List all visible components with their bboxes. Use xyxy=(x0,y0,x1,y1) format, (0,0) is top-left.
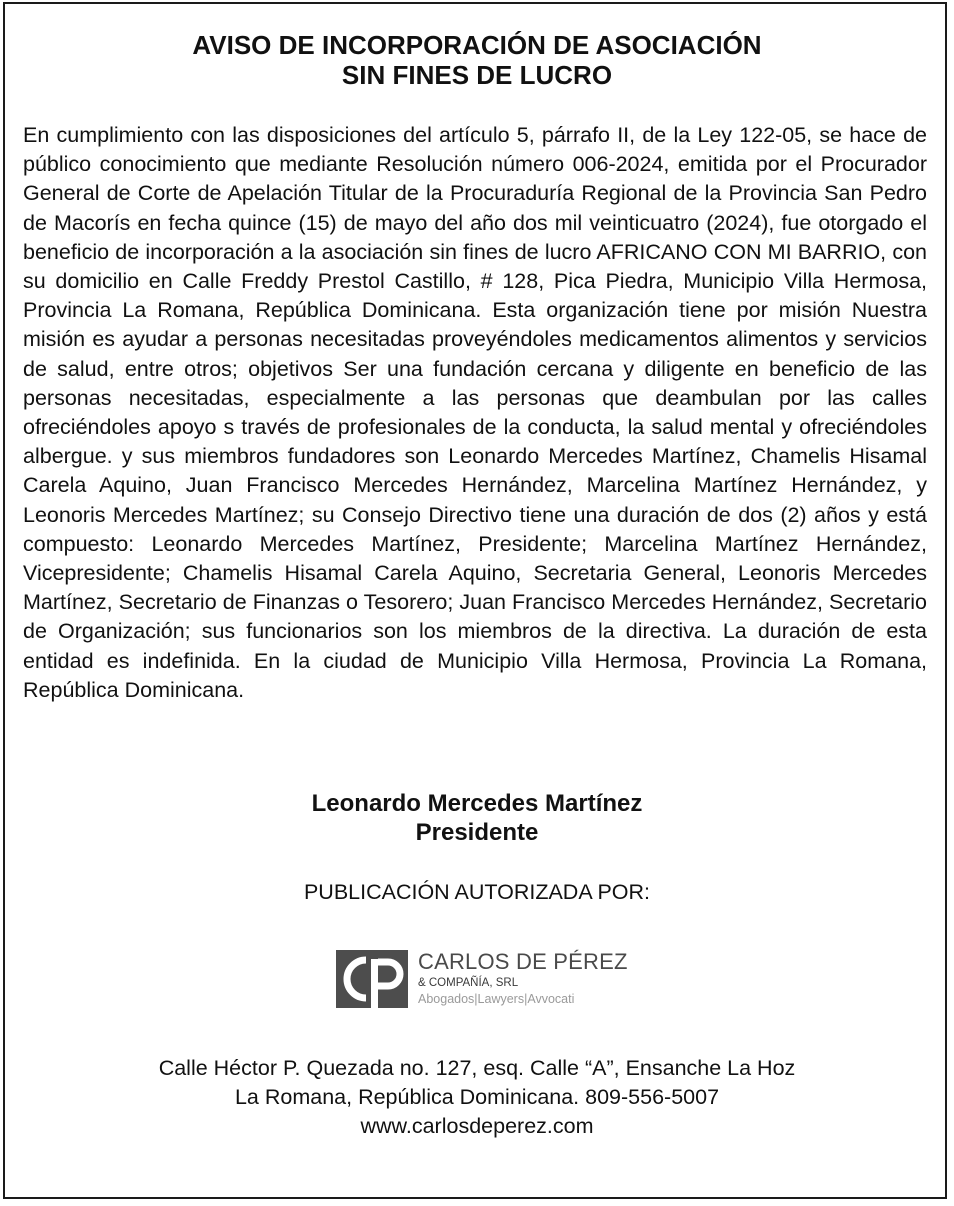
notice-frame xyxy=(3,2,947,1199)
notice-title-line1: AVISO DE INCORPORACIÓN DE ASOCIACIÓN xyxy=(192,30,762,60)
website-link[interactable]: www.carlosdeperez.com xyxy=(360,1114,594,1138)
logo-firm-tagline: Abogados|Lawyers|Avvocati xyxy=(418,992,575,1006)
law-firm-logo xyxy=(336,948,628,1010)
signature-block xyxy=(5,789,949,847)
contact-block xyxy=(5,1054,949,1141)
notice-title xyxy=(5,30,949,90)
logo-firm-name: CARLOS DE PÉREZ xyxy=(418,949,628,974)
notice-body: En cumplimiento con las disposiciones del artículo 5, párrafo II, de la Ley 122-05, se hace de público conocimiento que mediante Resolución número 006-2024, emitida por el Procurador General de Corte de Apelación Titular de la Procuraduría Regional de la Provincia San Pedro de Macorís en fecha quince (15) de mayo del año dos mil veinticuatro (2024), fue otorgado el beneficio de incorporación a la asociación sin fines de lucro AFRICANO CON MI BARRIO, con su domicilio en Calle Freddy Prestol Castillo, # 128, Pica Piedra, Municipio Villa Hermosa, Provincia La Romana, República Dominicana. Esta organización tiene por misión Nuestra misión es ayudar a personas necesitadas proveyéndoles medicamentos alimentos y servicios de salud, entre otros; objetivos Ser una fundación cercana y diligente en beneficio de las personas necesitadas, especialmente a las personas que deambulan por las calles ofreciéndoles apoyo s través de profesionales de la conducta, la salud mental y ofreciéndoles albergue. y sus miembros fundadores son Leonardo Mercedes Martínez, Chamelis Hisamal Carela Aquino, Juan Francisco Mercedes Hernández, Marcelina Martínez Hernández, y Leonoris Mercedes Martínez; su Consejo Directivo tiene una duración de dos (2) años y está compuesto: Leonardo Mercedes Martínez, Presidente; Marcelina Martínez Hernández, Vicepresidente; Chamelis Hisamal Carela Aquino, Secretaria General, Leonoris Mercedes Martínez, Secretario de Finanzas o Tesorero; Juan Francisco Mercedes Hernández, Secretario de Organización; sus funcionarios son los miembros de la directiva. La duración de esta entidad es indefinida. En la ciudad de Municipio Villa Hermosa, Provincia La Romana, República Dominicana. xyxy=(23,123,927,702)
cp-monogram-icon xyxy=(336,950,408,1008)
signatory-name: Leonardo Mercedes Martínez xyxy=(311,790,643,817)
signatory-role: Presidente xyxy=(415,819,539,846)
notice-title-line2: SIN FINES DE LUCRO xyxy=(341,60,613,90)
publication-label: PUBLICACIÓN AUTORIZADA POR: xyxy=(303,880,651,904)
address-line1: Calle Héctor P. Quezada no. 127, esq. Calle “A”, Ensanche La Hoz xyxy=(158,1056,796,1080)
address-line2: La Romana, República Dominicana. 809-556-5007 xyxy=(234,1085,720,1109)
logo-firm-subtitle: & COMPAÑÍA, SRL xyxy=(418,977,519,989)
